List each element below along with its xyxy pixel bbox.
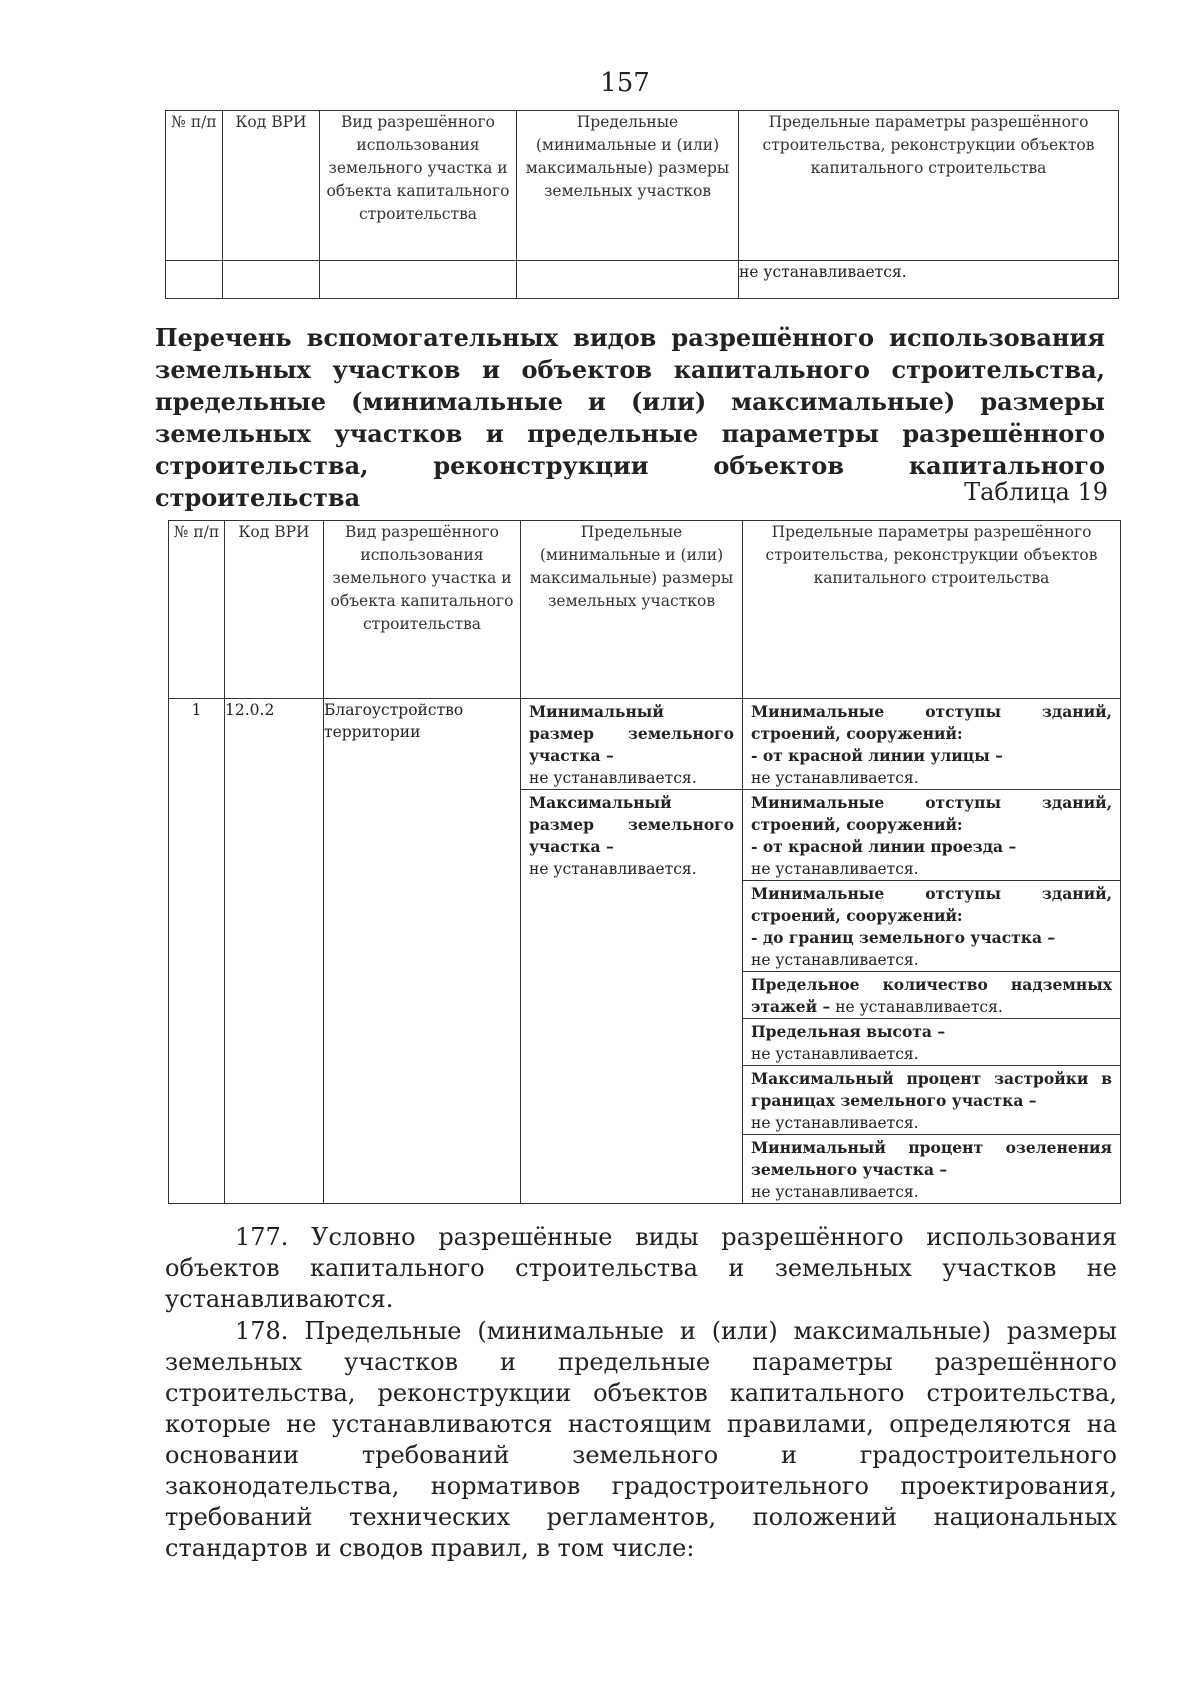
main-table xyxy=(168,520,1121,1204)
param-label: Предельное количество надземных этажей – xyxy=(751,975,1112,1016)
header-type: Вид разрешённого использования земельного участка и объекта капитального строительства xyxy=(320,111,517,261)
param-label: Максимальный процент застройки в границах земельного участка – xyxy=(751,1069,1112,1110)
table-row xyxy=(166,261,1119,299)
param-label: Минимальные отступы зданий, строений, сооружений: xyxy=(751,702,1112,743)
table-header-row xyxy=(169,521,1121,699)
paragraph-177: 177. Условно разрешённые виды разрешённого использования объектов капитального строительства и земельных участков не устанавливаются. xyxy=(165,1223,1117,1313)
row-num: 1 xyxy=(169,699,225,1204)
param-item: - от красной линии проезда – xyxy=(751,837,1017,856)
max-size-value: не устанавливается. xyxy=(529,860,697,878)
param-cell xyxy=(743,1066,1120,1135)
max-size-label: Максимальный размер земельного участка – xyxy=(529,793,734,856)
row-type: Благоустройство территории xyxy=(324,699,521,1204)
paragraph-178: 178. Предельные (минимальные и (или) максимальные) размеры земельных участков и предельные параметры разрешённого строительства, реконструкции объектов капитального строительства, которые не устанавливаются настоящим правилами, определяются на основании требований земельного и градостроительного законодательства, нормативов градостроительного проектирования, требований технических регламентов, положений национальных стандартов и сводов правил, в том числе: xyxy=(165,1317,1117,1562)
header-params: Предельные параметры разрешённого строительства, реконструкции объектов капитального строительства xyxy=(739,111,1119,261)
row-sizes xyxy=(521,699,743,1204)
table-row xyxy=(169,699,1121,1204)
param-item: - от красной линии улицы – xyxy=(751,746,1003,765)
header-num: № п/п xyxy=(166,111,223,261)
param-cell xyxy=(743,881,1120,972)
header-type: Вид разрешённого использования земельного участка и объекта капитального строительства xyxy=(324,521,521,699)
section-heading: Перечень вспомогательных видов разрешённого использования земельных участков и объектов капитального строительства, предельные (минимальные и (или) максимальные) размеры земельных участков и предельные параметры разрешённого строительства, реконструкции объектов капитального строительства xyxy=(155,323,1105,512)
header-sizes: Предельные (минимальные и (или) максимальные) размеры земельных участков xyxy=(517,111,739,261)
table-label: Таблица 19 xyxy=(964,478,1108,506)
page-number: 157 xyxy=(600,68,650,98)
param-value: не устанавливается. xyxy=(751,769,919,787)
header-num: № п/п xyxy=(169,521,225,699)
param-value: не устанавливается. xyxy=(751,1114,919,1132)
param-value: не устанавливается. xyxy=(751,1183,919,1201)
param-cell xyxy=(743,1019,1120,1066)
continued-value: не устанавливается. xyxy=(739,261,1119,299)
param-value: не устанавливается. xyxy=(751,1045,919,1063)
header-code: Код ВРИ xyxy=(223,111,320,261)
param-label: Предельная высота – xyxy=(751,1022,946,1041)
param-label: Минимальные отступы зданий, строений, сооружений: xyxy=(751,884,1112,925)
param-item: - до границ земельного участка – xyxy=(751,928,1056,947)
param-cell xyxy=(743,699,1120,790)
min-size-cell xyxy=(521,699,742,790)
header-code: Код ВРИ xyxy=(225,521,324,699)
param-cell xyxy=(743,972,1120,1019)
param-value: не устанавливается. xyxy=(751,860,919,878)
table-header-row xyxy=(166,111,1119,261)
param-cell xyxy=(743,790,1120,881)
max-size-cell xyxy=(521,790,742,880)
header-params: Предельные параметры разрешённого строительства, реконструкции объектов капитального строительства xyxy=(743,521,1121,699)
param-value: не устанавливается. xyxy=(835,998,1003,1016)
param-value: не устанавливается. xyxy=(751,951,919,969)
param-cell xyxy=(743,1135,1120,1203)
continued-table xyxy=(165,110,1119,299)
header-sizes: Предельные (минимальные и (или) максимальные) размеры земельных участков xyxy=(521,521,743,699)
row-code: 12.0.2 xyxy=(225,699,324,1204)
param-label: Минимальные отступы зданий, строений, сооружений: xyxy=(751,793,1112,834)
param-label: Минимальный процент озеленения земельного участка – xyxy=(751,1138,1112,1179)
row-params xyxy=(743,699,1121,1204)
min-size-label: Минимальный размер земельного участка – xyxy=(529,702,734,765)
min-size-value: не устанавливается. xyxy=(529,769,697,787)
